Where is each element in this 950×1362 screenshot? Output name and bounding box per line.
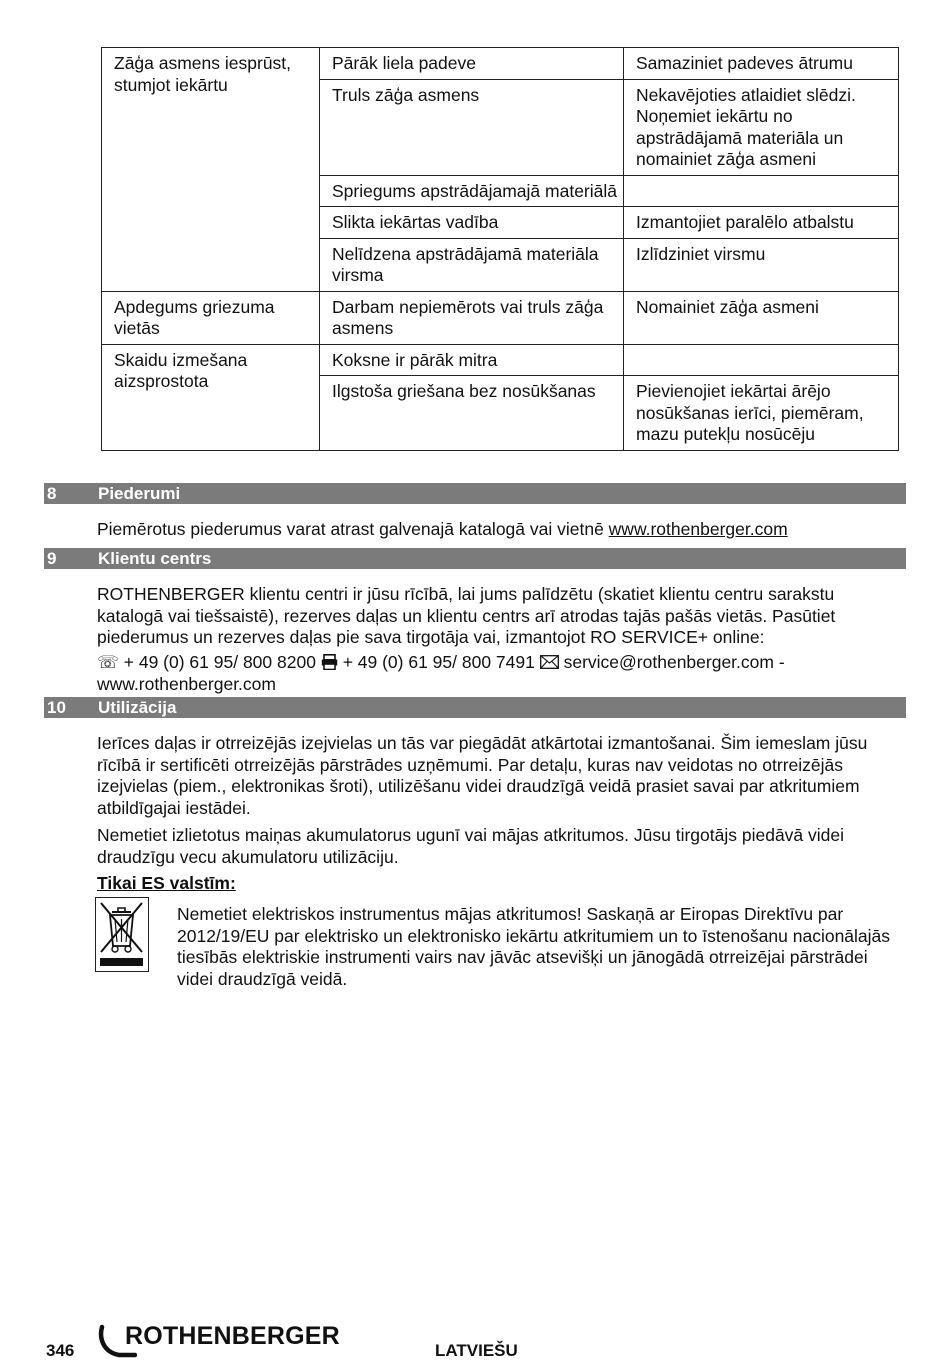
disposal-paragraph-1: Ierīces daļas ir otrreizējās izejvielas un tās var piegādāt atkārtotai izmantošanai. Šim iemeslam jūsu rīcībā ir sertificēti otrreizējās pārstrādes uzņēmumi. Par detaļu, kuras nav veidotas no otrreizējās izejvielas (piem., elektronikas šroti), utilizēšanu videi draudzīgā veidā prasiet savai par atkritumiem atbildīgajai iestādei. [97,733,868,818]
cause-cell: Koksne ir pārāk mitra [320,344,624,376]
section-number: 10 [47,698,66,717]
section-title: Utilizācija [98,698,177,717]
cause-cell: Spriegums apstrādājamajā materiālā [320,175,624,207]
fax-icon [321,654,338,676]
customer-service-paragraph: ROTHENBERGER klientu centri ir jūsu rīcībā, lai jums palīdzētu (skatiet klientu centru sarakstu katalogā vai tiešsaistē), rezerves daļas un klientu centrs arī atrodas tajās pašās vietās. Pasūtiet piederumus un rezerves daļas pie sava tirgotāja vai, izmantojot RO SERVICE+ online: [97,584,836,647]
email-address[interactable]: service@rothenberger.com - [563,652,785,672]
section-header-disposal [44,697,906,718]
cause-cell: Slikta iekārtas vadība [320,207,624,239]
troubleshooting-table [101,47,899,451]
cause-cell: Darbam nepiemērots vai truls zāģa asmens [320,291,624,344]
cause-cell: Ilgstoša griešana bez nosūkšanas [320,376,624,451]
phone-icon: ☏ [97,652,119,672]
cause-cell: Nelīdzena apstrādājamā materiāla virsma [320,238,624,291]
accessories-paragraph [97,519,905,541]
cause-cell: Truls zāģa asmens [320,79,624,175]
remedy-cell: Samaziniet padeves ātrumu [624,48,899,80]
section-number: 8 [47,484,57,503]
problem-cell: Zāģa asmens iesprūst, stumjot iekārtu [102,48,320,292]
contact-line [97,652,905,676]
envelope-icon [540,653,559,675]
problem-cell: Apdegums griezuma vietās [102,291,320,344]
table-row [102,291,899,344]
table-row [102,344,899,376]
section-title: Piederumi [98,484,181,503]
disposal-paragraph-2: Nemetiet izlietotus maiņas akumulatorus ugunī vai mājas atkritumos. Jūsu tirgotājs piedāvā videi draudzīgu vecu akumulatoru utilizāciju. [97,825,845,867]
disposal-paragraph-3: Nemetiet elektriskos instrumentus mājas atkritumos! Saskaņā ar Eiropas Direktīvu par 2012/19/EU par elektrisko un elektronisko iekārtu atkritumiem un to īstenošanu nacionālajās tiesībās elektriskie instrumenti vairs nav jāvāc atsevišķi un jānogādā otrreizējai pārstrādei videi draudzīgā veidā. [177,904,891,989]
rothenberger-link[interactable]: www.rothenberger.com [608,519,788,539]
remedy-cell: Nomainiet zāģa asmeni [624,291,899,344]
table-row [102,48,899,80]
section-header-customer-service [44,548,906,569]
remedy-cell [624,344,899,376]
remedy-cell: Izlīdziniet virsmu [624,238,899,291]
page-number: 346 [46,1341,75,1360]
crossed-bin-icon [95,897,149,972]
fax-number: + 49 (0) 61 95/ 800 7491 [342,652,535,672]
remedy-cell [624,175,899,207]
language-label: LATVIEŠU [435,1341,518,1360]
website-line[interactable]: www.rothenberger.com [97,674,276,694]
remedy-cell: Nekavējoties atlaidiet slēdzi. Noņemiet iekārtu no apstrādājamā materiāla un nomainiet zāģa asmeni [624,79,899,175]
remedy-cell: Izmantojiet paralēlo atbalstu [624,207,899,239]
eu-only-subheading: Tikai ES valstīm: [97,873,236,893]
brand-wordmark: ROTHENBERGER [125,1322,340,1350]
remedy-cell: Pievienojiet iekārtai ārējo nosūkšanas ierīci, piemēram, mazu putekļu nosūcēju [624,376,899,451]
section-title: Klientu centrs [98,549,212,568]
section-number: 9 [47,549,57,568]
cause-cell: Pārāk liela padeve [320,48,624,80]
accessories-text: Piemērotus piederumus varat atrast galvenajā katalogā vai vietnē [97,519,609,539]
section-header-accessories [44,483,906,504]
problem-cell: Skaidu izmešana aizsprostota [102,344,320,450]
phone-number: + 49 (0) 61 95/ 800 8200 [123,652,316,672]
rothenberger-logo [97,1322,357,1358]
